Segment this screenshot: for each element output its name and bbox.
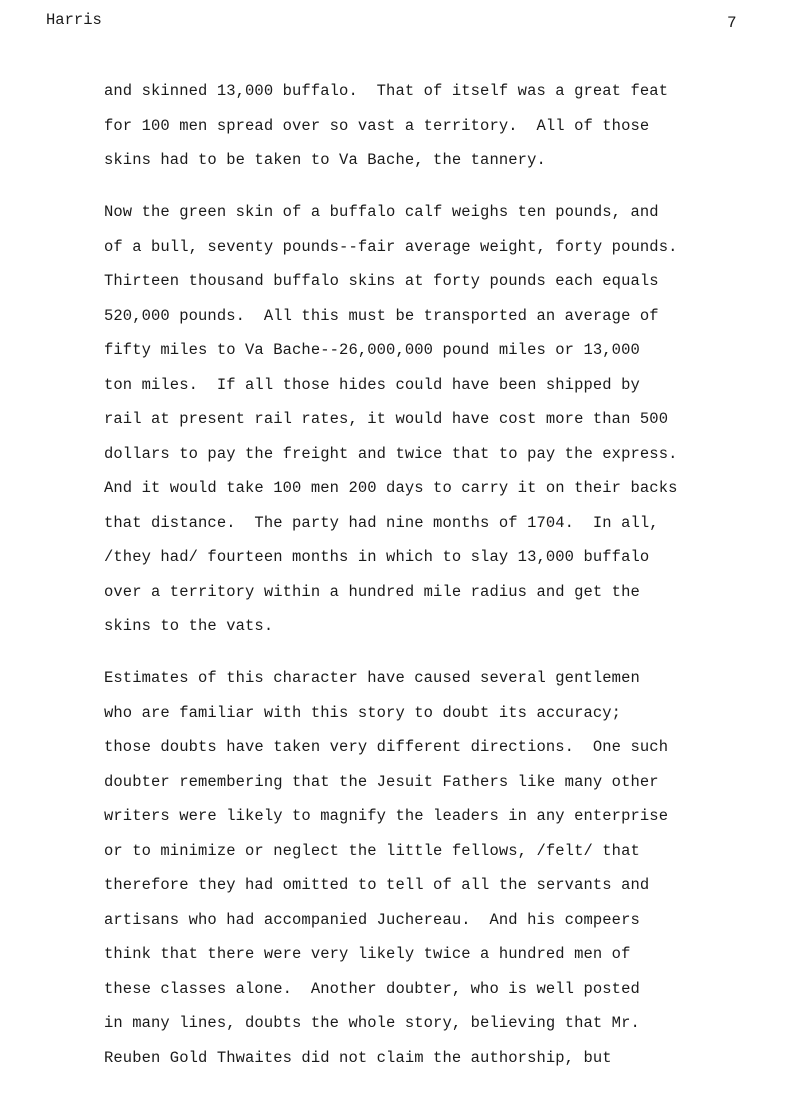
text-line: rail at present rail rates, it would have cost more than 500 — [104, 410, 669, 428]
text-line: Thirteen thousand buffalo skins at forty pounds each equals — [104, 272, 659, 290]
text-line: in many lines, doubts the whole story, believing that Mr. — [104, 1014, 640, 1032]
text-line: fifty miles to Va Bache--26,000,000 pound miles or 13,000 — [104, 341, 640, 359]
text-line: and skinned 13,000 buffalo. That of itself was a great feat — [104, 82, 669, 100]
text-line: think that there were very likely twice a hundred men of — [104, 945, 631, 963]
text-line: ton miles. If all those hides could have been shipped by — [104, 376, 640, 394]
text-line: Reuben Gold Thwaites did not claim the authorship, but — [104, 1049, 612, 1067]
text-line: And it would take 100 men 200 days to carry it on their backs — [104, 479, 678, 497]
header-author: Harris — [46, 11, 102, 29]
text-line: Estimates of this character have caused several gentlemen — [104, 669, 640, 687]
text-line: skins to the vats. — [104, 617, 274, 635]
text-line: over a territory within a hundred mile radius and get the — [104, 583, 640, 601]
text-line: /they had/ fourteen months in which to slay 13,000 buffalo — [104, 548, 650, 566]
text-line: or to minimize or neglect the little fellows, /felt/ that — [104, 842, 640, 860]
text-line: writers were likely to magnify the leaders in any enterprise — [104, 807, 669, 825]
text-line: Now the green skin of a buffalo calf weighs ten pounds, and — [104, 203, 659, 221]
text-line: that distance. The party had nine months of 1704. In all, — [104, 514, 659, 532]
text-line: skins had to be taken to Va Bache, the tannery. — [104, 151, 546, 169]
page-number: 7 — [727, 14, 737, 32]
text-line: therefore they had omitted to tell of all the servants and — [104, 876, 650, 894]
text-line: doubter remembering that the Jesuit Fathers like many other — [104, 773, 659, 791]
text-line: of a bull, seventy pounds--fair average weight, forty pounds. — [104, 238, 678, 256]
text-line: these classes alone. Another doubter, who is well posted — [104, 980, 640, 998]
text-line: dollars to pay the freight and twice that to pay the express. — [104, 445, 678, 463]
text-line: who are familiar with this story to doubt its accuracy; — [104, 704, 622, 722]
text-line: those doubts have taken very different directions. One such — [104, 738, 669, 756]
text-line: 520,000 pounds. All this must be transported an average of — [104, 307, 659, 325]
text-line: for 100 men spread over so vast a territory. All of those — [104, 117, 650, 135]
text-line: artisans who had accompanied Juchereau. And his compeers — [104, 911, 640, 929]
